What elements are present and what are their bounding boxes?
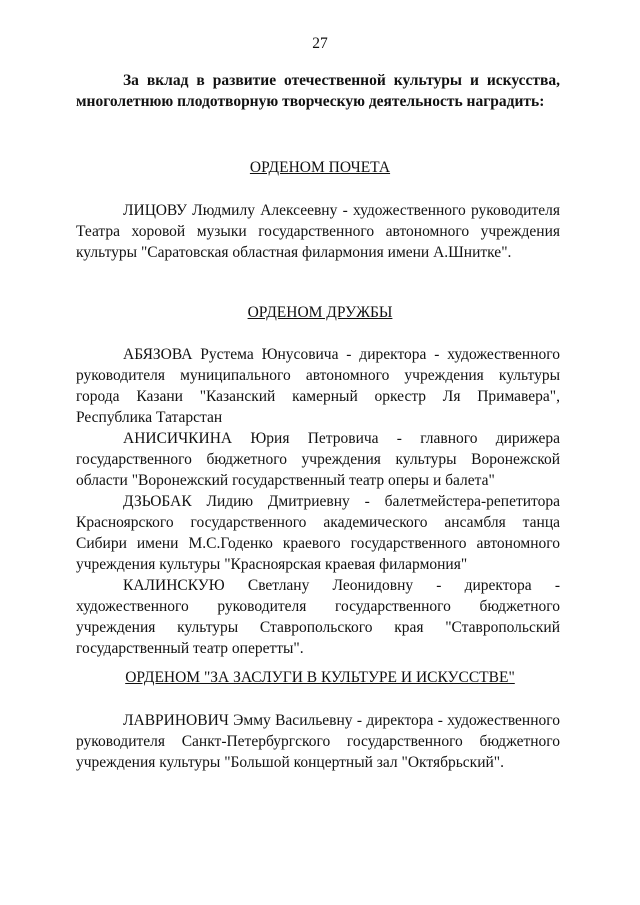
page-number: 27 bbox=[312, 35, 328, 52]
recipient-entry: АНИСИЧКИНА Юрия Петровича - главного дирижера государственного бюджетного учреждения культуры Воронежской области "Воронежский государственный театр оперы и балета" bbox=[76, 430, 560, 489]
recipient-entry: ДЗЬОБАК Лидию Дмитриевну - балетмейстера-репетитора Красноярского государственного академического ансамбля танца Сибири имени М.С.Годенко краевого государственного автономного учреждения культуры "Красноярская краевая филармония" bbox=[76, 493, 560, 573]
section-order-of-friendship bbox=[76, 344, 560, 659]
section-order-of-honor bbox=[76, 200, 560, 263]
section-heading-order-of-friendship: ОРДЕНОМ ДРУЖБЫ bbox=[247, 304, 393, 321]
recipient-entry: АБЯЗОВА Рустема Юнусовича - директора - художественного руководителя муниципального автономного учреждения культуры города Казани "Казанский камерный оркестр Ля Примавера", Республика Татарстан bbox=[76, 346, 560, 426]
section-heading-order-for-merit-in-culture: ОРДЕНОМ "ЗА ЗАСЛУГИ В КУЛЬТУРЕ И ИСКУССТВЕ" bbox=[125, 669, 515, 686]
recipient-entry: ЛИЦОВУ Людмилу Алексеевну - художественного руководителя Театра хоровой музыки государственного автономного учреждения культуры "Саратовская областная филармония имени А.Шнитке". bbox=[76, 202, 560, 261]
section-order-for-merit-in-culture bbox=[76, 710, 560, 773]
recipient-entry: КАЛИНСКУЮ Светлану Леонидовну - директора - художественного руководителя государственного бюджетного учреждения культуры Ставропольского края "Ставропольский государственный театр оперетты". bbox=[76, 577, 560, 657]
section-heading-order-of-honor: ОРДЕНОМ ПОЧЕТА bbox=[249, 159, 391, 176]
recipient-entry: ЛАВРИНОВИЧ Эмму Васильевну - директора - художественного руководителя Санкт-Петербургского государственного бюджетного учреждения культуры "Большой концертный зал "Октябрьский". bbox=[76, 712, 560, 771]
award-intro: За вклад в развитие отечественной культуры и искусства, многолетнюю плодотворную творческую деятельность наградить: bbox=[76, 72, 560, 110]
